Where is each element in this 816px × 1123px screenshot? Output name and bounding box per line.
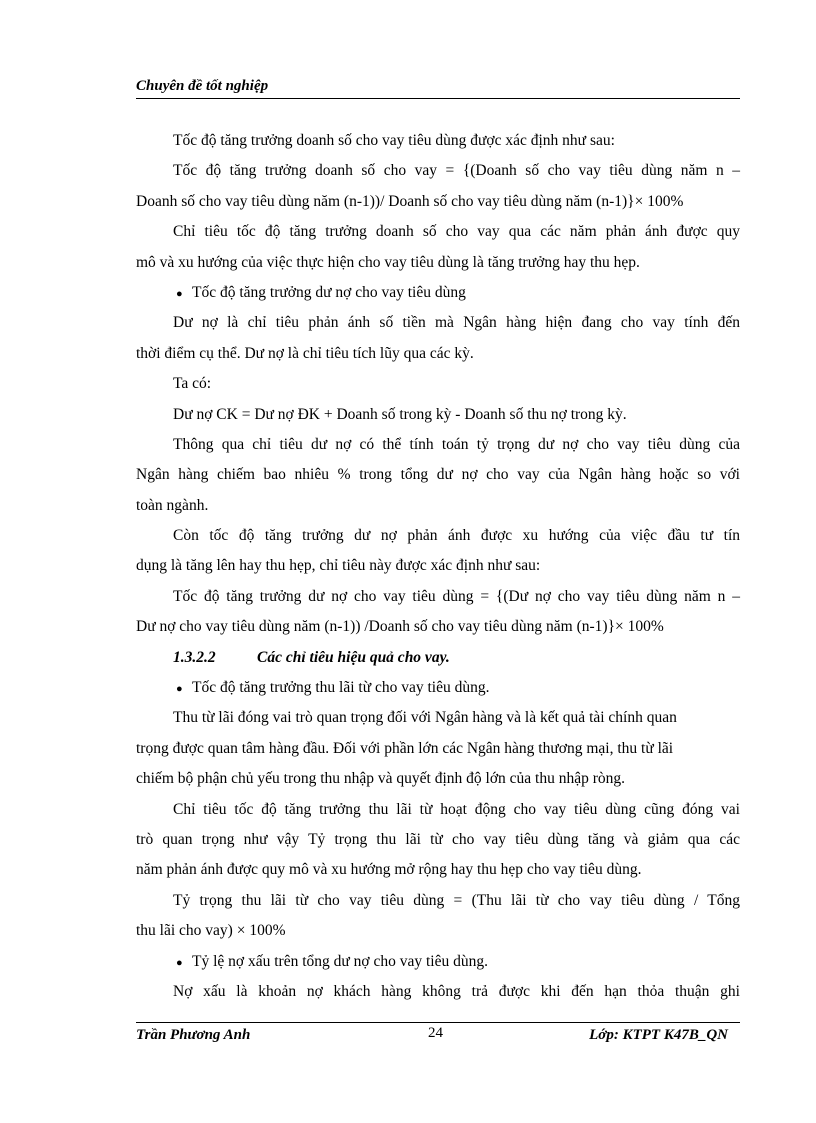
paragraph-line: Nợ xấu là khoản nợ khách hàng không trả được khi đến hạn thỏa thuận ghi (173, 982, 740, 1000)
bullet-item (136, 278, 740, 308)
paragraph-line: toàn ngành. (136, 496, 209, 514)
paragraph-line: Doanh số cho vay tiêu dùng năm (n-1))/ Doanh số cho vay tiêu dùng năm (n-1)}× 100% (136, 192, 684, 210)
subheading-number: 1.3.2.2 (173, 648, 216, 666)
subheading-title: Các chỉ tiêu hiệu quả cho vay. (257, 648, 450, 666)
bullet-icon: ● (176, 956, 183, 969)
paragraph-line: thu lãi cho vay) × 100% (136, 922, 286, 940)
paragraph-line: Chỉ tiêu tốc độ tăng trưởng doanh số cho vay qua các năm phản ánh được quy (173, 223, 740, 241)
bullet-icon: ● (176, 287, 183, 300)
paragraph-line: trò quan trọng như vậy Tỷ trọng thu lãi từ cho vay tiêu dùng tăng và giảm qua các (136, 830, 740, 848)
page-header (136, 76, 740, 99)
paragraph-line: Ta có: (173, 375, 212, 393)
paragraph-line: Còn tốc độ tăng trưởng dư nợ phản ánh được xu hướng của việc đầu tư tín (173, 527, 740, 545)
bullet-text: Tốc độ tăng trưởng dư nợ cho vay tiêu dùng (192, 283, 466, 301)
bullet-text: Tỷ lệ nợ xấu trên tổng dư nợ cho vay tiêu dùng. (192, 952, 488, 970)
paragraph-line: Dư nợ cho vay tiêu dùng năm (n-1)) /Doanh số cho vay tiêu dùng năm (n-1)}× 100% (136, 618, 664, 636)
paragraph-line: Dư nợ CK = Dư nợ ĐK + Doanh số trong kỳ - Doanh số thu nợ trong kỳ. (173, 405, 627, 423)
paragraph-line: Tỷ trọng thu lãi từ cho vay tiêu dùng = (Thu lãi từ cho vay tiêu dùng / Tổng (173, 891, 740, 909)
paragraph-line: Tốc độ tăng trưởng dư nợ cho vay tiêu dùng = {(Dư nợ cho vay tiêu dùng năm n – (173, 587, 740, 605)
paragraph-line: thời điểm cụ thể. Dư nợ là chỉ tiêu tích lũy qua các kỳ. (136, 344, 474, 362)
subheading (136, 643, 740, 673)
bullet-icon: ● (176, 683, 183, 696)
paragraph-line: trọng được quan tâm hàng đầu. Đối với phần lớn các Ngân hàng thương mại, thu từ lãi (136, 739, 674, 757)
paragraph-line: năm phản ánh được quy mô và xu hướng mở rộng hay thu hẹp cho vay tiêu dùng. (136, 861, 642, 879)
bullet-item (136, 673, 740, 703)
paragraph-line: Thu từ lãi đóng vai trò quan trọng đối với Ngân hàng và là kết quả tài chính quan (173, 709, 677, 727)
bullet-text: Tốc độ tăng trưởng thu lãi từ cho vay tiêu dùng. (192, 679, 490, 697)
footer-author: Trần Phương Anh (136, 1027, 251, 1043)
paragraph-line: chiếm bộ phận chủ yếu trong thu nhập và quyết định độ lớn của thu nhập ròng. (136, 770, 626, 788)
bullet-item (136, 947, 740, 977)
paragraph-line: Chỉ tiêu tốc độ tăng trưởng thu lãi từ hoạt động cho vay tiêu dùng cũng đóng vai (173, 800, 740, 818)
paragraph-line: dụng là tăng lên hay thu hẹp, chỉ tiêu này được xác định như sau: (136, 557, 541, 575)
paragraph-line: Dư nợ là chỉ tiêu phản ánh số tiền mà Ngân hàng hiện đang cho vay tính đến (173, 314, 740, 332)
paragraph-line: mô và xu hướng của việc thực hiện cho vay tiêu dùng là tăng trưởng hay thu hẹp. (136, 253, 640, 271)
page-footer (136, 1022, 740, 1051)
paragraph-line: Ngân hàng chiếm bao nhiêu % trong tổng dư nợ cho vay của Ngân hàng hoặc so với (136, 466, 740, 484)
header-title: Chuyên đề tốt nghiệp (136, 78, 269, 94)
paragraph-line: Tốc độ tăng trưởng doanh số cho vay tiêu dùng được xác định như sau: (173, 132, 615, 149)
page-number: 24 (428, 1025, 443, 1041)
paragraph-line: Thông qua chỉ tiêu dư nợ có thể tính toán tỷ trọng dư nợ cho vay tiêu dùng của (173, 435, 740, 453)
document-body (136, 126, 740, 1007)
paragraph-line: Tốc độ tăng trưởng doanh số cho vay = {(Doanh số cho vay tiêu dùng năm n – (173, 162, 740, 180)
footer-class: Lớp: KTPT K47B_QN (589, 1027, 728, 1043)
